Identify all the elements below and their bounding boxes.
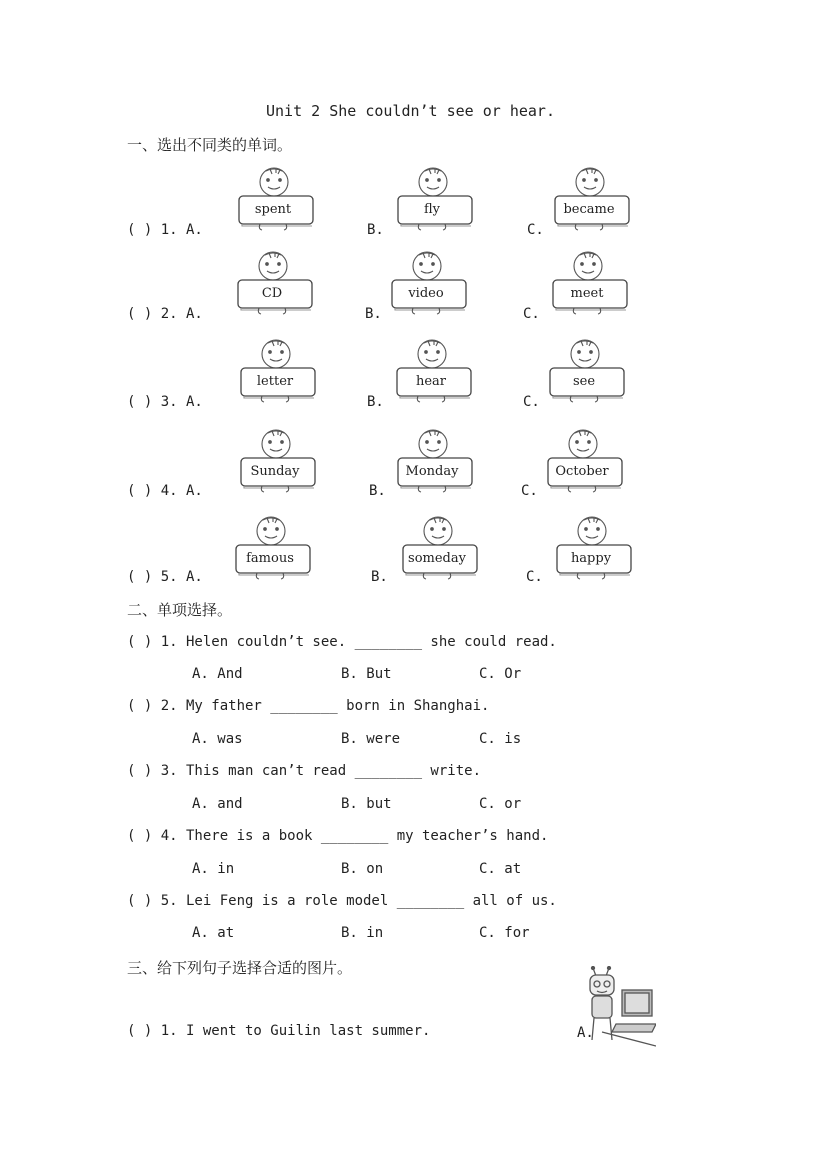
word-card-text: famous <box>246 551 294 566</box>
cartoon-face-icon <box>238 338 320 404</box>
cartoon-face-icon <box>238 428 320 494</box>
word-card <box>547 338 629 404</box>
page-title: Unit 2 She couldn’t see or hear. <box>266 102 555 120</box>
word-card-text: became <box>563 202 615 217</box>
section1-question-1-option-c-label: C. <box>527 222 544 238</box>
section1-question-4-option-b-label: B. <box>369 483 386 499</box>
word-card <box>389 250 471 316</box>
section2-question-5-option-c: C. for <box>479 925 530 941</box>
section1-question-3-prefix: ( ) 3. A. <box>127 394 203 410</box>
cartoon-face-icon <box>552 166 634 232</box>
section1-question-5-option-b-label: B. <box>371 569 388 585</box>
word-card-text: video <box>408 286 444 301</box>
section3-question-1: ( ) 1. I went to Guilin last summer. <box>127 1023 431 1039</box>
word-card <box>394 338 476 404</box>
section2-question-3-option-c: C. or <box>479 796 522 812</box>
word-card <box>395 428 477 494</box>
section1-question-2-option-c-label: C. <box>523 306 540 322</box>
section1-question-3-option-b-label: B. <box>367 394 384 410</box>
word-card <box>400 515 482 581</box>
section2-heading: 二、单项选择。 <box>127 601 233 619</box>
section1-question-4-prefix: ( ) 4. A. <box>127 483 203 499</box>
section1-heading: 一、选出不同类的单词。 <box>127 136 293 154</box>
word-card <box>233 515 315 581</box>
word-card-text: October <box>555 464 609 479</box>
cartoon-face-icon <box>233 515 315 581</box>
section2-question-4-option-a: A. in <box>192 861 235 877</box>
section1-question-2-prefix: ( ) 2. A. <box>127 306 203 322</box>
word-card-text: hear <box>415 374 447 389</box>
word-card-text: see <box>572 374 596 389</box>
section2-question-3-option-a: A. and <box>192 796 243 812</box>
word-card-text: Monday <box>405 464 459 479</box>
section2-question-5-option-b: B. in <box>341 925 384 941</box>
cartoon-face-icon <box>236 166 318 232</box>
word-card <box>395 166 477 232</box>
robot-computer-illustration <box>582 966 656 1050</box>
word-card-text: someday <box>408 551 466 566</box>
word-card-text: Sunday <box>250 464 300 479</box>
word-card-text: spent <box>254 202 292 217</box>
word-card-text: meet <box>570 286 604 301</box>
section1-question-1-prefix: ( ) 1. A. <box>127 222 203 238</box>
section2-question-1-option-c: C. Or <box>479 666 522 682</box>
word-card <box>238 338 320 404</box>
cartoon-face-icon <box>395 428 477 494</box>
word-card-text: CD <box>261 286 283 301</box>
section2-question-2: ( ) 2. My father ________ born in Shanghai. <box>127 698 490 714</box>
section2-question-2-option-c: C. is <box>479 731 522 747</box>
section2-question-1-option-a: A. And <box>192 666 243 682</box>
word-card-text: letter <box>256 374 294 389</box>
section1-question-3-option-c-label: C. <box>523 394 540 410</box>
word-card <box>545 428 627 494</box>
section1-question-1-option-b-label: B. <box>367 222 384 238</box>
cartoon-face-icon <box>545 428 627 494</box>
word-card <box>552 166 634 232</box>
cartoon-face-icon <box>547 338 629 404</box>
section2-question-4-option-c: C. at <box>479 861 522 877</box>
section2-question-4-option-b: B. on <box>341 861 384 877</box>
cartoon-face-icon <box>235 250 317 316</box>
section3-heading: 三、给下列句子选择合适的图片。 <box>127 959 353 977</box>
word-card <box>554 515 636 581</box>
word-card <box>236 166 318 232</box>
section2-question-5: ( ) 5. Lei Feng is a role model ________ all of us. <box>127 893 557 909</box>
cartoon-face-icon <box>554 515 636 581</box>
section2-question-1: ( ) 1. Helen couldn’t see. ________ she could read. <box>127 634 557 650</box>
cartoon-face-icon <box>550 250 632 316</box>
word-card <box>235 250 317 316</box>
section1-question-4-option-c-label: C. <box>521 483 538 499</box>
section2-question-2-option-b: B. were <box>341 731 401 747</box>
cartoon-face-icon <box>389 250 471 316</box>
section3-option-a-label: A. <box>577 1025 594 1041</box>
section2-question-5-option-a: A. at <box>192 925 235 941</box>
section1-question-2-option-b-label: B. <box>365 306 382 322</box>
word-card-text: happy <box>570 551 612 566</box>
cartoon-face-icon <box>394 338 476 404</box>
section1-question-5-prefix: ( ) 5. A. <box>127 569 203 585</box>
word-card <box>238 428 320 494</box>
cartoon-face-icon <box>395 166 477 232</box>
cartoon-face-icon <box>400 515 482 581</box>
section1-question-5-option-c-label: C. <box>526 569 543 585</box>
word-card-text: fly <box>423 202 440 217</box>
section2-question-1-option-b: B. But <box>341 666 392 682</box>
section2-question-3: ( ) 3. This man can’t read ________ write. <box>127 763 482 779</box>
section2-question-2-option-a: A. was <box>192 731 243 747</box>
section2-question-3-option-b: B. but <box>341 796 392 812</box>
section2-question-4: ( ) 4. There is a book ________ my teacher’s hand. <box>127 828 549 844</box>
word-card <box>550 250 632 316</box>
